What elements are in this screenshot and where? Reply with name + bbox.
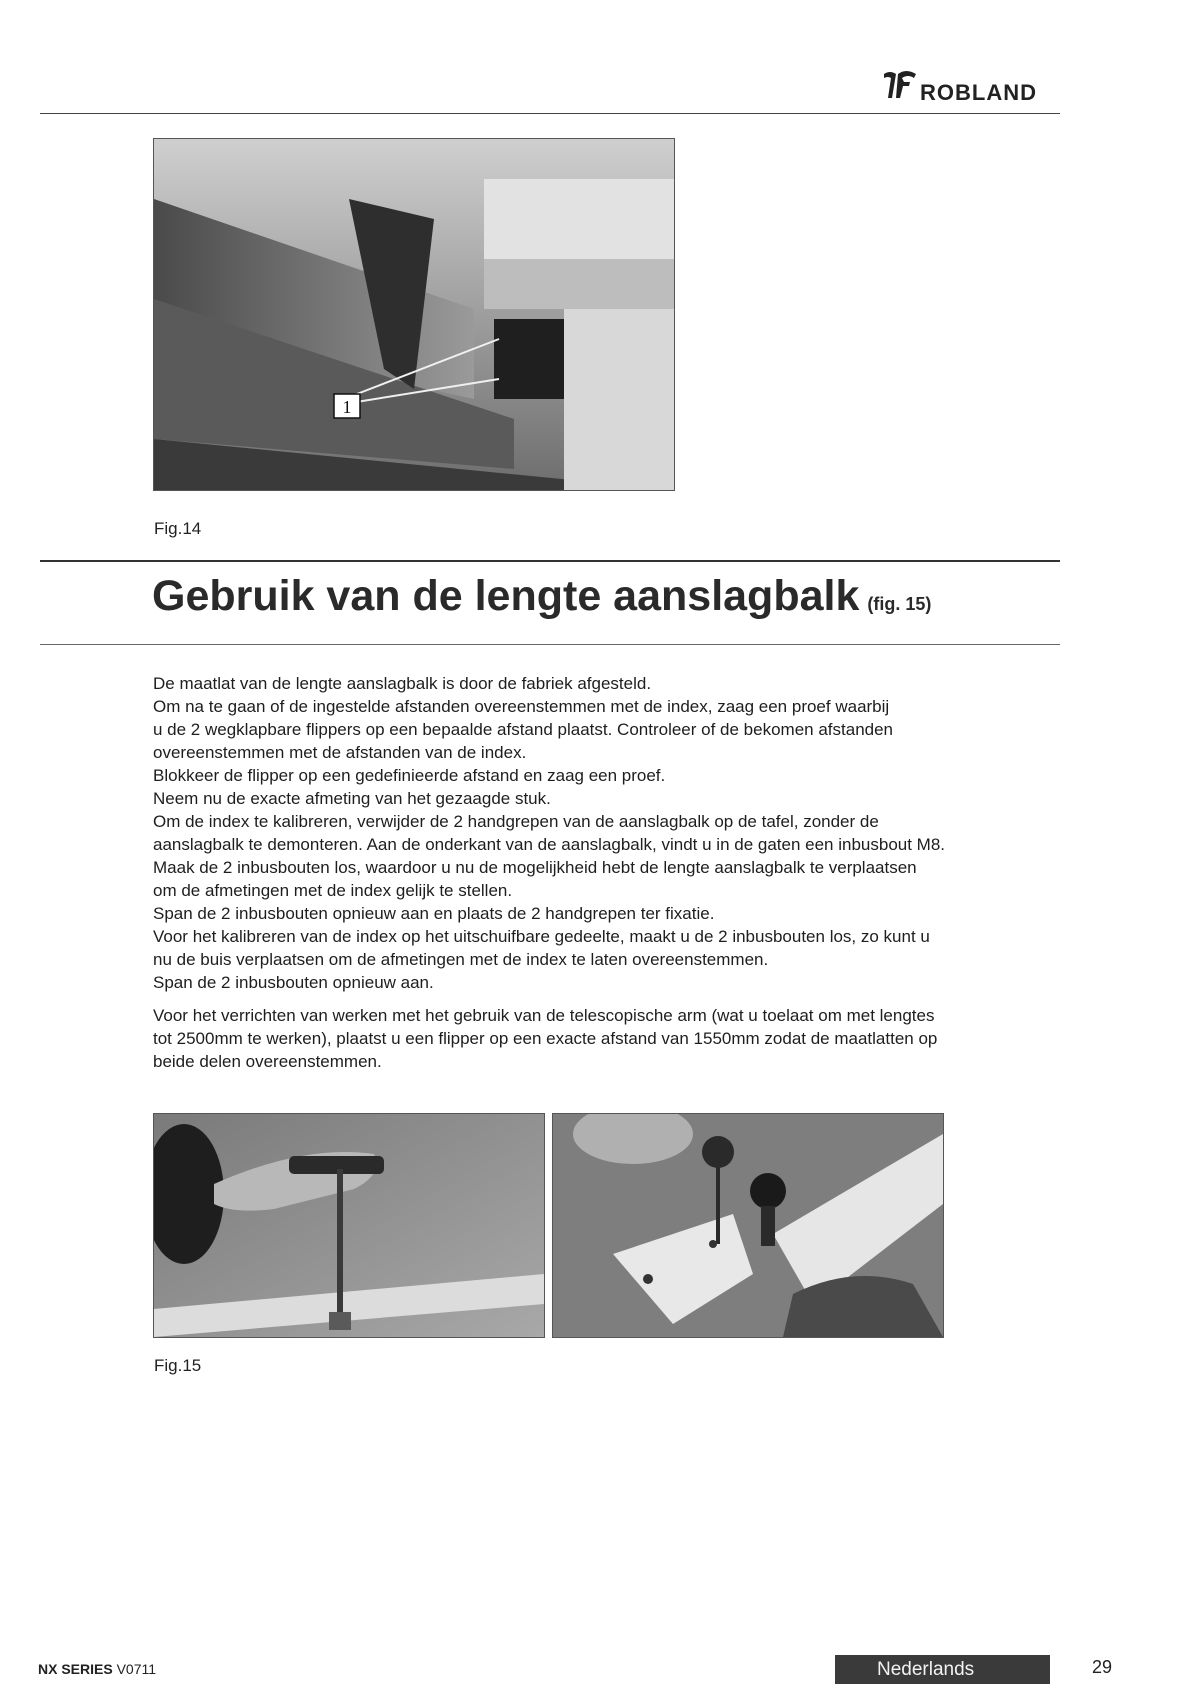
p1-line: Voor het kalibreren van de index op het uitschuifbare gedeelte, maakt u de 2 inbusbouten los, zo kunt u bbox=[153, 927, 930, 946]
fig15-caption: Fig.15 bbox=[154, 1356, 202, 1375]
paragraph-2 bbox=[153, 1004, 1063, 1073]
robland-logo-icon bbox=[880, 62, 920, 102]
p1-line: Om de index te kalibreren, verwijder de 2 handgrepen van de aanslagbalk op de tafel, zonder de bbox=[153, 812, 879, 831]
page-number: 29 bbox=[1092, 1657, 1113, 1677]
fig14-callout: 1 bbox=[342, 397, 352, 417]
p1-line: Om na te gaan of de ingestelde afstanden overeenstemmen met de index, zaag een proef waarbij bbox=[153, 697, 890, 716]
brand-logo bbox=[880, 62, 1080, 104]
p1-line: Neem nu de exacte afmeting van het gezaagde stuk. bbox=[153, 789, 551, 808]
p1-line: Maak de 2 inbusbouten los, waardoor u nu de mogelijkheid hebt de lengte aanslagbalk te verplaatsen bbox=[153, 858, 917, 877]
p1-line: om de afmetingen met de index gelijk te stellen. bbox=[153, 881, 513, 900]
language-label: Nederlands bbox=[877, 1659, 975, 1680]
p1-line: overeenstemmen met de afstanden van de index. bbox=[153, 743, 527, 762]
series-version: V0711 bbox=[116, 1661, 157, 1677]
p2-line: Voor het verrichten van werken met het gebruik van de telescopische arm (wat u toelaat om met lengtes bbox=[153, 1006, 935, 1025]
language-badge bbox=[835, 1655, 1050, 1684]
fig14-caption: Fig.14 bbox=[154, 519, 202, 538]
header-rule bbox=[40, 113, 1060, 114]
series-name: NX SERIES bbox=[38, 1661, 113, 1677]
footer-series bbox=[38, 1661, 156, 1677]
paragraph-1 bbox=[153, 672, 1063, 994]
p1-line: Span de 2 inbusbouten opnieuw aan en plaats de 2 handgrepen ter fixatie. bbox=[153, 904, 715, 923]
fig15-photo-left bbox=[153, 1113, 545, 1338]
p1-line: Span de 2 inbusbouten opnieuw aan. bbox=[153, 973, 434, 992]
p1-line: u de 2 wegklapbare flippers op een bepaalde afstand plaatst. Controleer of de bekomen afstanden bbox=[153, 720, 894, 739]
p2-line: tot 2500mm te werken), plaatst u een flipper op een exacte afstand van 1550mm zodat de maatlatten op bbox=[153, 1029, 938, 1048]
section-title-ref: (fig. 15) bbox=[867, 594, 932, 614]
p2-line: beide delen overeenstemmen. bbox=[153, 1052, 382, 1071]
fig14-photo bbox=[153, 138, 675, 491]
section-rule-bottom bbox=[40, 644, 1060, 645]
section-title bbox=[152, 572, 931, 621]
section-title-text: Gebruik van de lengte aanslagbalk bbox=[152, 572, 860, 620]
p1-line: aanslagbalk te demonteren. Aan de onderkant van de aanslagbalk, vindt u in de gaten een inbusbout M8. bbox=[153, 835, 946, 854]
p1-line: Blokkeer de flipper op een gedefinieerde afstand en zaag een proef. bbox=[153, 766, 666, 785]
p1-line: nu de buis verplaatsen om de afmetingen met de index te laten overeenstemmen. bbox=[153, 950, 769, 969]
section-rule-top bbox=[40, 560, 1060, 562]
p1-line: De maatlat van de lengte aanslagbalk is door de fabriek afgesteld. bbox=[153, 674, 652, 693]
fig15-photo-right bbox=[552, 1113, 944, 1338]
body-text bbox=[153, 672, 1063, 1083]
brand-name: ROBLAND bbox=[920, 80, 1037, 105]
